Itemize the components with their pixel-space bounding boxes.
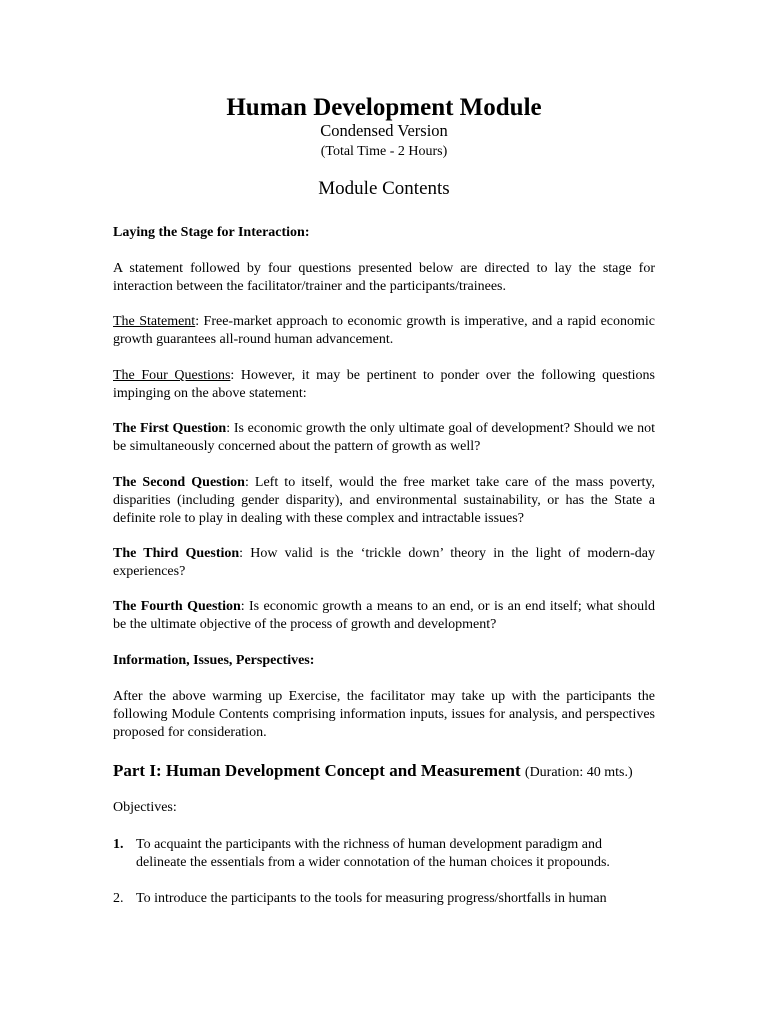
four-questions-paragraph [113, 367, 655, 403]
third-question-text: : How valid is the ‘trickle down’ theory in the light of modern-day experiences? [113, 546, 655, 579]
second-question-text: : Left to itself, would the free market take care of the mass poverty, disparities (including gender disparity), and environmental sustainability, or has the State a definite role to play in dealing with these complex and intractable issues? [113, 475, 655, 526]
statement-text: : Free-market approach to economic growth is imperative, and a rapid economic growth guarantees all-round human advancement. [113, 314, 655, 347]
document-title: Human Development Module [226, 94, 542, 121]
warming-up-paragraph: After the above warming up Exercise, the facilitator may take up with the participants the following Module Contents comprising information inputs, issues for analysis, and perspectives proposed for consideration. [113, 689, 655, 740]
section-heading-information: Information, Issues, Perspectives: [113, 653, 315, 668]
fourth-question-paragraph [113, 598, 655, 634]
part-one-duration: (Duration: 40 mts.) [524, 765, 633, 780]
part-one-heading [113, 760, 713, 784]
objective-text: To acquaint the participants with the richness of human development paradigm and delineate the essentials from a wider connotation of the human choices it propounds. [136, 837, 610, 870]
third-question-paragraph [113, 545, 655, 581]
first-question-text: : Is economic growth the only ultimate goal of development? Should we not be simultaneously concerned about the pattern of growth as well? [113, 421, 656, 454]
four-questions-text: : However, it may be pertinent to ponder over the following questions impinging on the above statement: [113, 368, 655, 401]
intro-paragraph: A statement followed by four questions presented below are directed to lay the stage for interaction between the facilitator/trainer and the participants/trainees. [113, 261, 655, 294]
objective-number: 2. [113, 891, 124, 906]
total-time: (Total Time - 2 Hours) [320, 144, 448, 159]
third-question-label: The Third Question [113, 546, 240, 561]
first-question-label: The First Question [113, 421, 227, 436]
part-one-title: Part I: Human Development Concept and Measurement [113, 761, 521, 780]
four-questions-label: The Four Questions [113, 368, 231, 383]
objective-number: 1. [113, 837, 124, 852]
document-subtitle: Condensed Version [320, 121, 448, 140]
statement-label: The Statement [113, 314, 196, 329]
module-contents-heading: Module Contents [318, 178, 450, 199]
second-question-paragraph [113, 474, 655, 528]
section-heading-laying-stage: Laying the Stage for Interaction: [113, 225, 310, 240]
objectives-label: Objectives: [113, 800, 177, 815]
objective-text: To introduce the participants to the tools for measuring progress/shortfalls in human [136, 891, 607, 906]
first-question-paragraph [113, 420, 655, 456]
fourth-question-text: : Is economic growth a means to an end, or is an end itself; what should be the ultimate objective of the process of growth and development? [113, 599, 655, 632]
statement-paragraph [113, 313, 655, 349]
second-question-label: The Second Question [113, 475, 245, 490]
fourth-question-label: The Fourth Question [113, 599, 241, 614]
